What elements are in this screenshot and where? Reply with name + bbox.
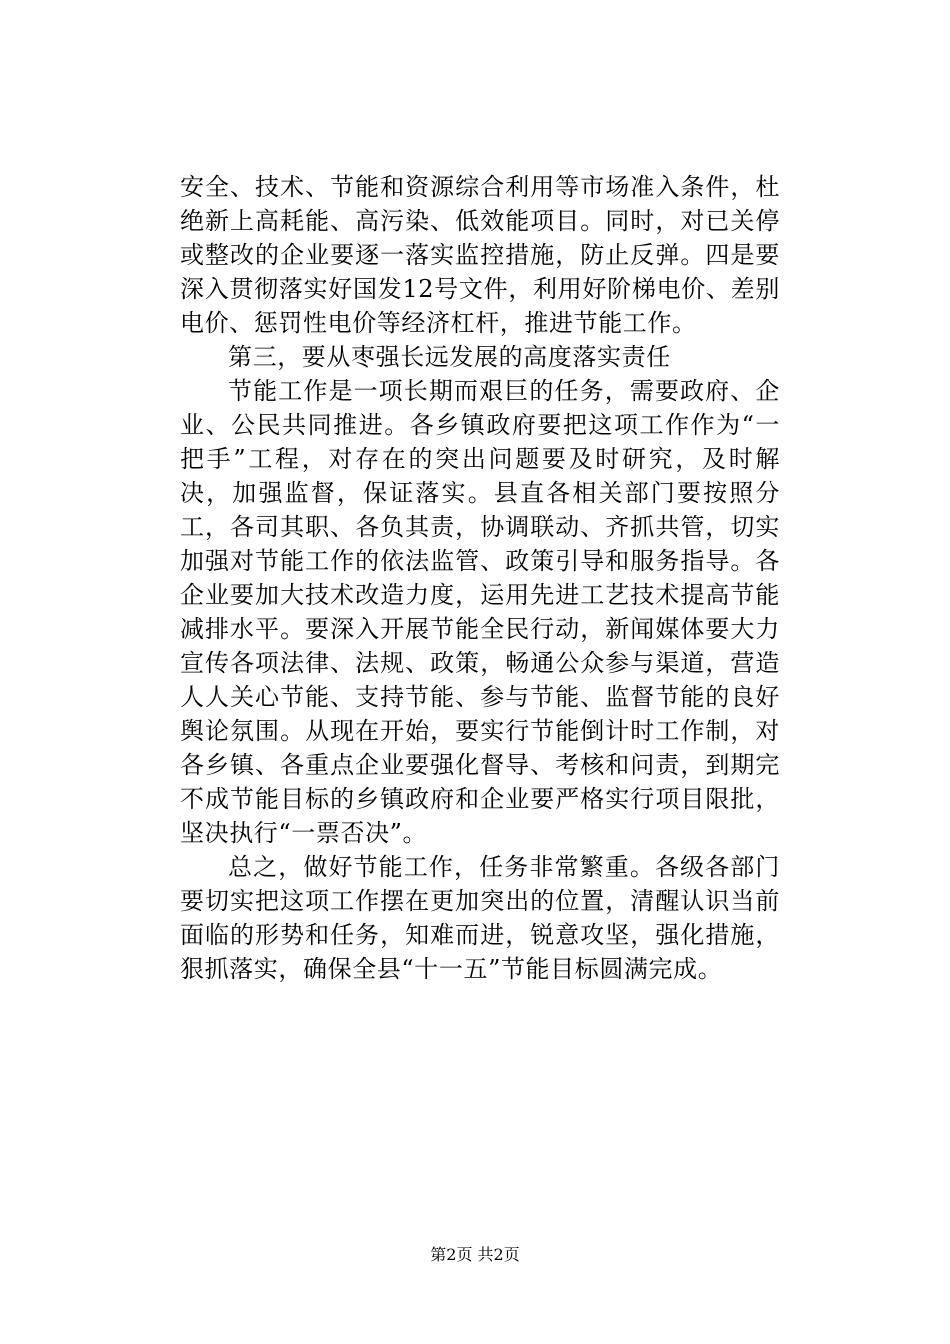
paragraph-conclusion: 总之，做好节能工作，任务非常繁重。各级各部门要切实把这项工作摆在更加突出的位置，清醒认识当前面临的形势和任务，知难而进，锐意攻坚，强化措施，狠抓落实，确保全县“十一五”节能目标圆满完成。: [180, 853, 780, 983]
page-number: 第2页 共2页: [430, 1245, 520, 1264]
paragraph-responsibility: 节能工作是一项长期而艰巨的任务，需要政府、企业、公民共同推进。各乡镇政府要把这项工作作为“一把手”工程，对存在的突出问题要及时研究，及时解决，加强监督，保证落实。县直各相关部门要按照分工，各司其职、各负其责，协调联动、齐抓共管，切实加强对节能工作的依法监管、政策引导和服务指导。各企业要加大技术改造力度，运用先进工艺技术提高节能减排水平。要深入开展节能全民行动，新闻媒体要大力宣传各项法律、法规、政策，畅通公众参与渠道，营造人人关心节能、支持节能、参与节能、监督节能的良好舆论氛围。从现在开始，要实行节能倒计时工作制，对各乡镇、各重点企业要强化督导、考核和问责，到期完不成节能目标的乡镇政府和企业要严格实行项目限批，坚决执行“一票否决”。: [180, 377, 780, 847]
paragraph-continuation: 安全、技术、节能和资源综合利用等市场准入条件，杜绝新上高耗能、高污染、低效能项目。同时，对已关停或整改的企业要逐一落实监控措施，防止反弹。四是要深入贯彻落实好国发12号文件，利用好阶梯电价、差别电价、惩罚性电价等经济杠杆，推进节能工作。: [180, 173, 780, 337]
section-heading: 第三，要从枣强长远发展的高度落实责任: [228, 343, 671, 371]
page-footer: [0, 1245, 950, 1265]
document-body: [180, 170, 780, 986]
